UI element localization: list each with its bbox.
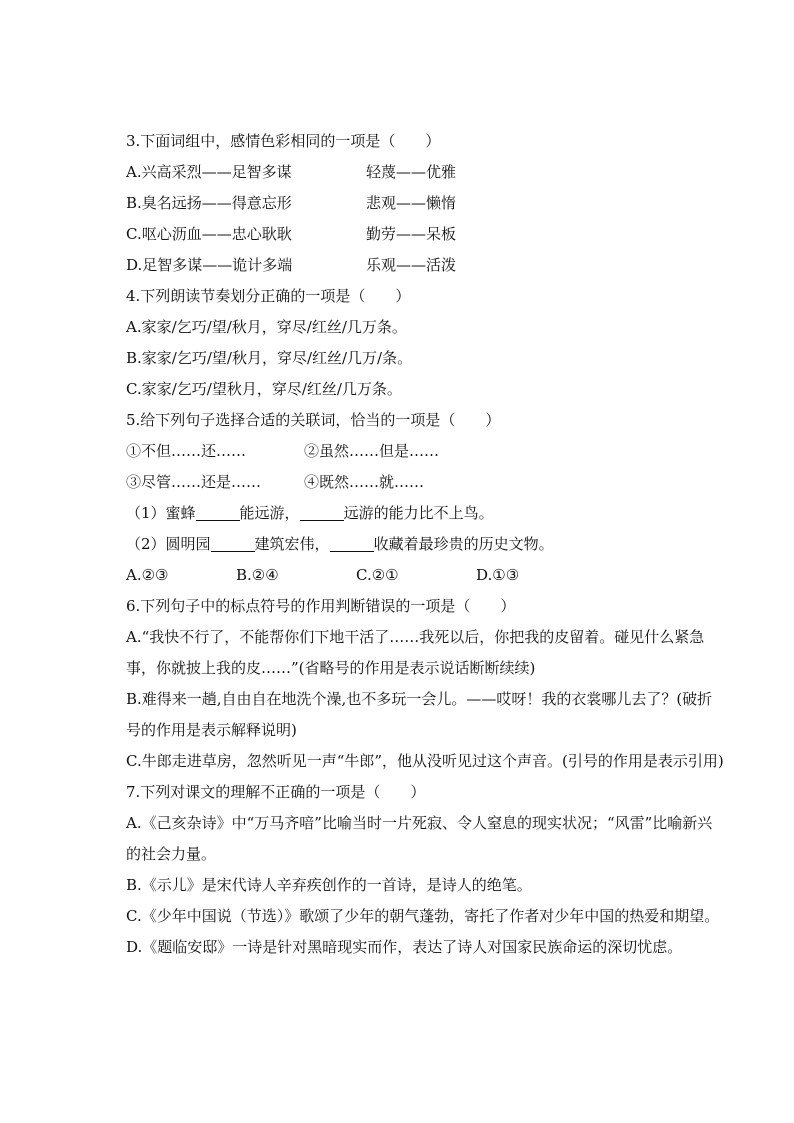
q5-choice-d: D.①③: [476, 566, 520, 584]
q3-option-c-right: 勤劳——呆板: [366, 225, 457, 243]
q5-choices: [126, 560, 726, 591]
q5-choice-a: A.②③: [126, 566, 169, 584]
q5-sentence-1: [126, 498, 726, 529]
q7-stem: 7.下列对课文的理解不正确的一项是（ ）: [126, 783, 426, 801]
q3-option-a-left: A.兴高采烈——足智多谋: [126, 163, 292, 181]
q3-option-d-left: D.足智多谋——诡计多端: [126, 256, 293, 274]
q5-s2-blank-2[interactable]: [330, 535, 374, 552]
q3-option-a: [126, 157, 726, 188]
q5-s2-part-2: 建筑宏伟，: [254, 535, 330, 553]
q3-option-b-right: 悲观——懒惰: [366, 194, 457, 212]
q5-s2-part-1: （2）圆明园: [126, 535, 211, 553]
q3-option-b-left: B.臭名远扬——得意忘形: [126, 194, 292, 212]
q6-option-c: C.牛郎走进草房，忽然听见一声“牛郎”，他从没听见过这个声音。(引号的作用是表示引用): [126, 752, 724, 770]
q4-option-a: A.家家/乞巧/望/秋月，穿尽/红丝/几万条。: [126, 318, 407, 336]
q5-s1-part-2: 能远游，: [239, 504, 300, 522]
q5-conjunction-3: ③尽管……还是……: [126, 473, 262, 491]
q3-option-d-right: 乐观——活泼: [366, 256, 457, 274]
q5-s1-part-1: （1）蜜蜂: [126, 504, 196, 522]
q3-option-b: [126, 188, 726, 219]
q3-stem: 3.下面词组中，感情色彩相同的一项是（ ）: [126, 132, 441, 150]
q6-stem: 6.下列句子中的标点符号的作用判断错误的一项是（ ）: [126, 597, 516, 615]
q6-option-a: A.“我快不行了，不能帮你们下地干活了……我死以后，你把我的皮留着。碰见什么紧急事，你就披上我的皮……”(省略号的作用是表示说话断断续续): [126, 628, 705, 677]
q5-choice-b: B.②④: [236, 566, 279, 584]
q5-conjunction-row-1: [126, 436, 726, 467]
q5-conjunction-2: ②虽然……但是……: [304, 442, 440, 460]
q4-option-b: B.家家/乞巧/望/秋月，穿尽/红丝/几万/条。: [126, 349, 413, 367]
q7-option-c: C.《少年中国说（节选）》歌颂了少年的朝气蓬勃，寄托了作者对少年中国的热爱和期望。: [126, 907, 720, 925]
q3-option-c-left: C.呕心沥血——忠心耿耿: [126, 225, 292, 243]
q3-option-a-right: 轻蔑——优雅: [366, 163, 457, 181]
q5-conjunction-4: ④既然……就……: [304, 473, 425, 491]
q5-stem: 5.给下列句子选择合适的关联词，恰当的一项是（ ）: [126, 411, 501, 429]
q5-s2-blank-1[interactable]: [211, 535, 255, 552]
q5-s1-part-3: 远游的能力比不上鸟。: [343, 504, 494, 522]
q5-sentence-2: [126, 529, 726, 560]
q7-option-b: B.《示儿》是宋代诗人辛弃疾创作的一首诗，是诗人的绝笔。: [126, 876, 532, 894]
q6-option-b: B.难得来一趟,自由自在地洗个澡,也不多玩一会儿。——哎呀！我的衣裳哪儿去了？(破折号的作用是表示解释说明): [126, 690, 713, 739]
q4-stem: 4.下列朗读节奏划分正确的一项是（ ）: [126, 287, 411, 305]
q7-option-a: A.《己亥杂诗》中“万马齐喑”比喻当时一片死寂、令人窒息的现实状况；“风雷”比喻新兴的社会力量。: [126, 814, 713, 863]
q5-s1-blank-1[interactable]: [196, 504, 240, 521]
q4-option-c: C.家家/乞巧/望秋月，穿尽/红丝/几万条。: [126, 380, 402, 398]
q5-s1-blank-2[interactable]: [300, 504, 344, 521]
q7-option-d: D.《题临安邸》一诗是针对黑暗现实而作，表达了诗人对国家民族命运的深切忧虑。: [126, 938, 683, 956]
q5-conjunction-1: ①不但……还……: [126, 442, 247, 460]
exam-page: [126, 126, 726, 963]
q5-s2-part-3: 收藏着最珍贵的历史文物。: [373, 535, 554, 553]
q3-option-d: [126, 250, 726, 281]
q5-choice-c: C.②①: [356, 566, 399, 584]
q3-option-c: [126, 219, 726, 250]
q5-conjunction-row-2: [126, 467, 726, 498]
